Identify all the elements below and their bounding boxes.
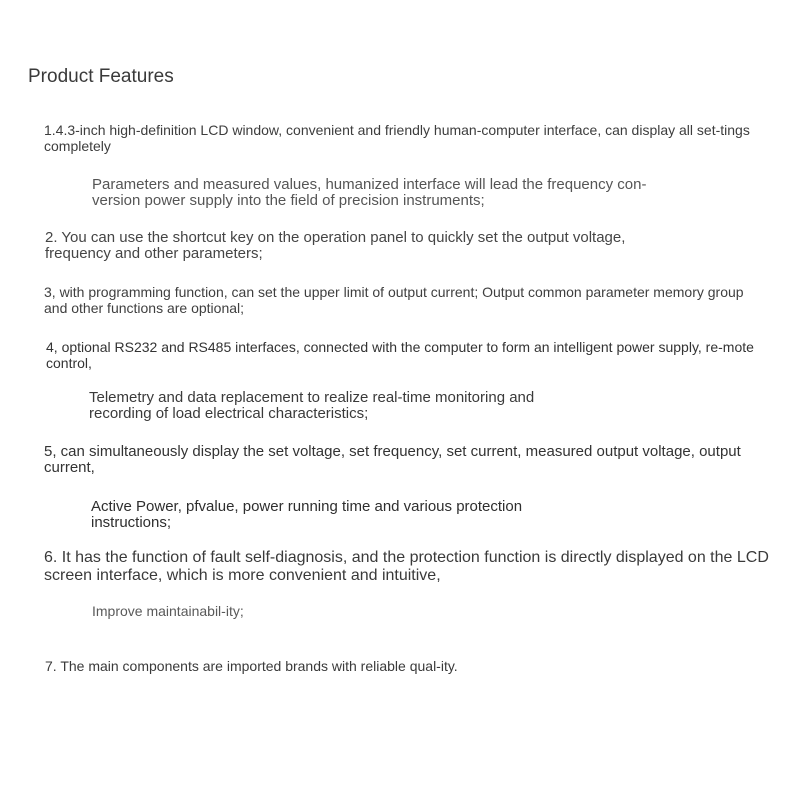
feature-4-text: 4, optional RS232 and RS485 interfaces, connected with the computer to form an intelligent power supply, re-mote control, (46, 339, 754, 371)
feature-4-subtext: Telemetry and data replacement to realize real-time monitoring and recording of load electrical characteristics; (89, 389, 535, 422)
feature-1-text: 1.4.3-inch high-definition LCD window, convenient and friendly human-computer interface, can display all set-tings completely (44, 122, 750, 154)
feature-1-subtext: Parameters and measured values, humanized interface will lead the frequency con-version power supply into the field of precision instruments; (92, 176, 647, 209)
feature-6-text: 6. It has the function of fault self-diagnosis, and the protection function is directly displayed on the LCD screen interface, which is more convenient and intuitive, (44, 549, 769, 584)
feature-2-text: 2. You can use the shortcut key on the operation panel to quickly set the output voltage, frequency and other parameters; (45, 229, 626, 262)
feature-3-text: 3, with programming function, can set the upper limit of output current; Output common parameter memory group and other functions are optional; (44, 284, 744, 316)
feature-5-subtext: Active Power, pfvalue, power running time and various protection instructions; (91, 498, 523, 531)
feature-5-text: 5, can simultaneously display the set voltage, set frequency, set current, measured output voltage, output current, (44, 443, 741, 476)
feature-7-text: 7. The main components are imported brands with reliable qual-ity. (45, 658, 458, 674)
page-title: Product Features (28, 66, 174, 87)
feature-6-subtext: Improve maintainabil-ity; (92, 603, 244, 619)
